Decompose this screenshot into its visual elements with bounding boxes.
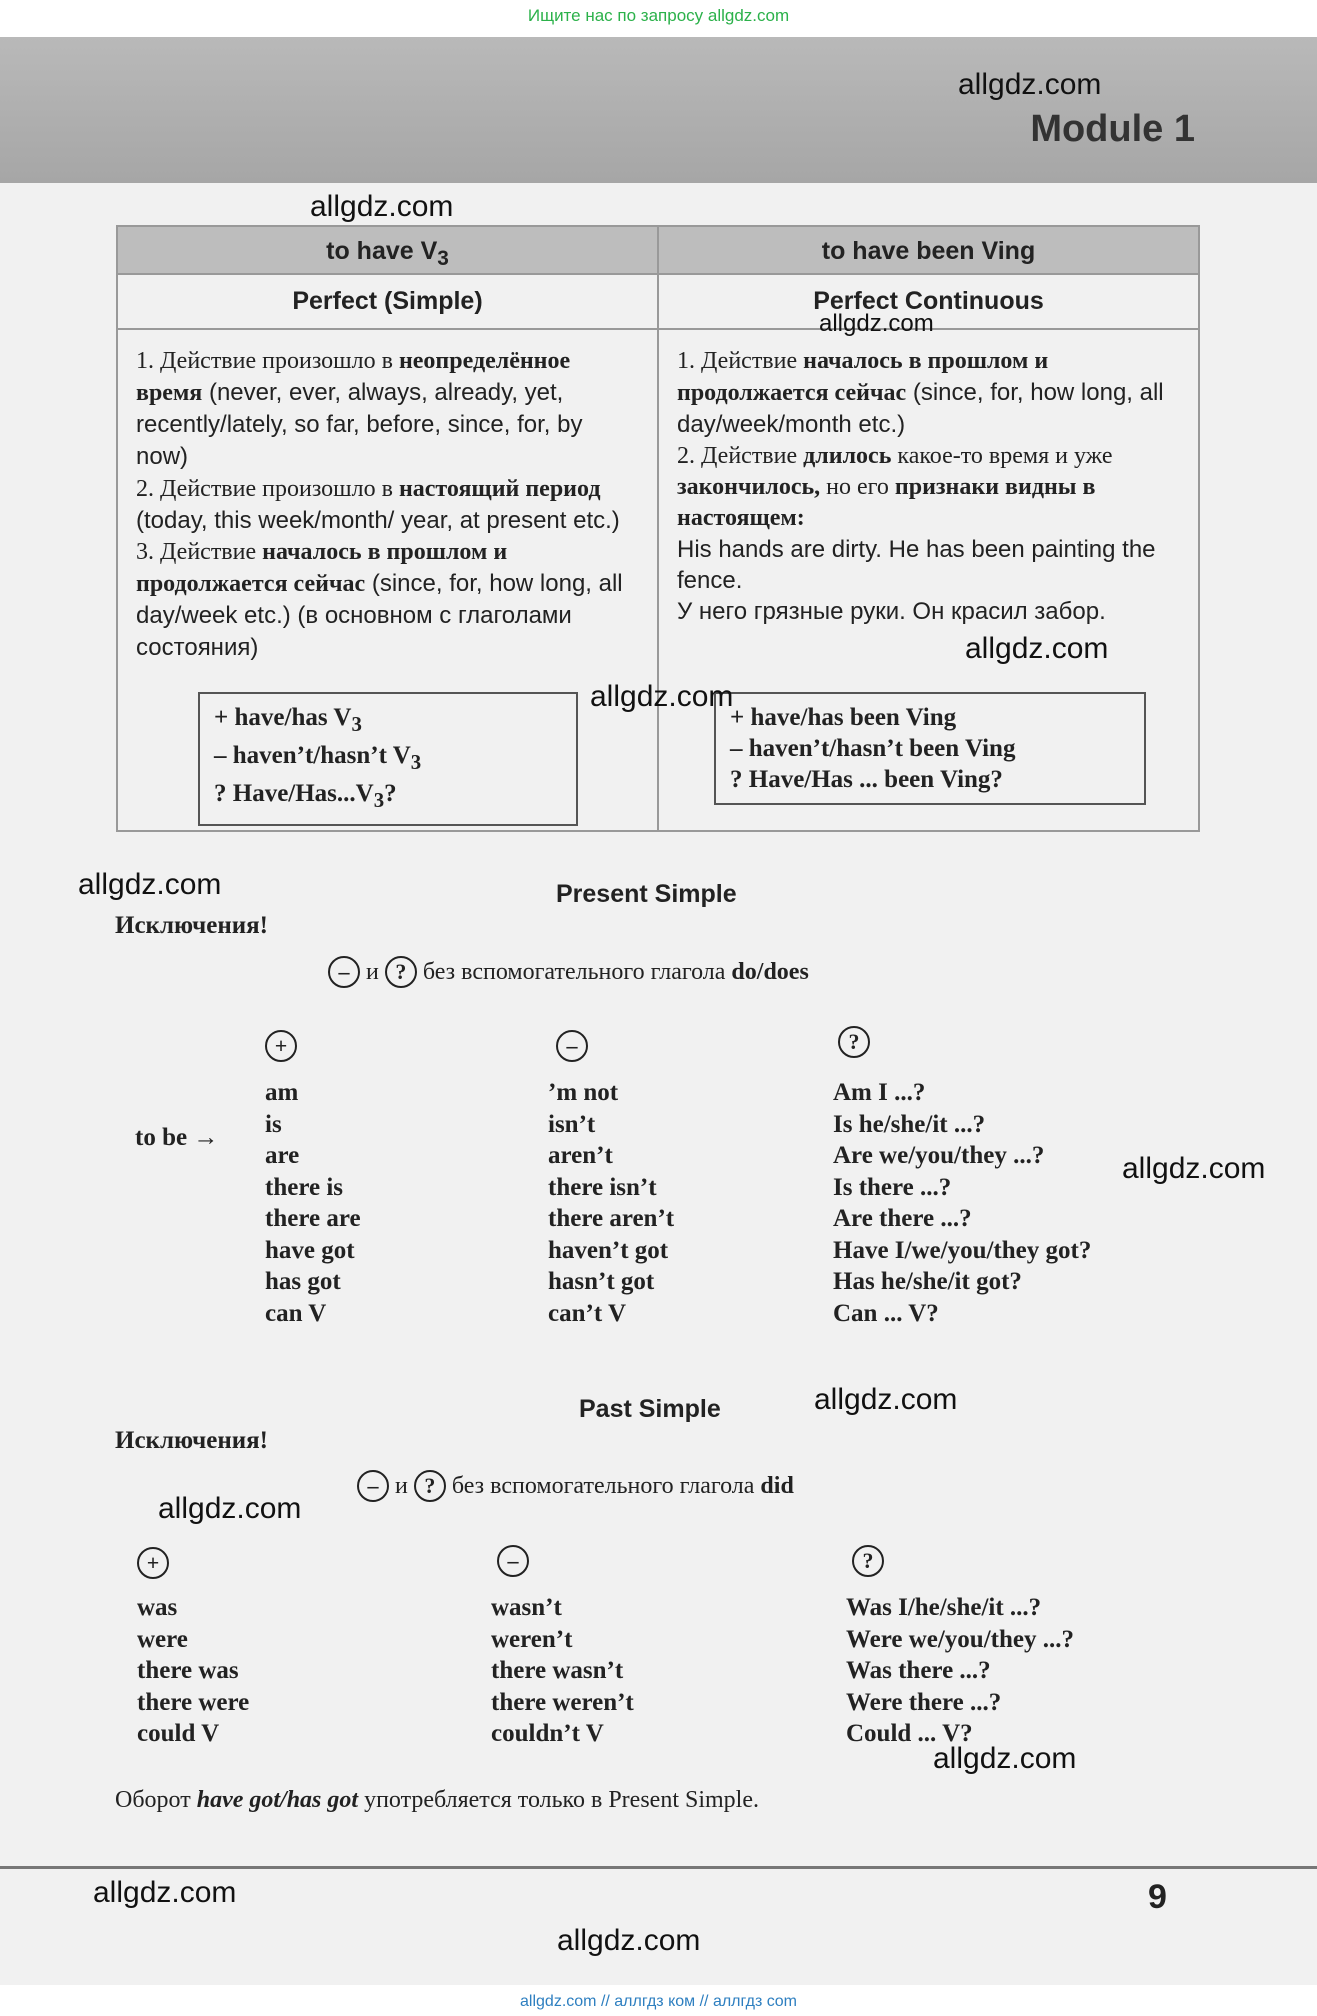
search-hint-link[interactable]: Ищите нас по запросу allgdz.com <box>527 6 790 25</box>
left-header: to have $V_3$ <box>117 226 658 274</box>
watermark: allgdz.com <box>590 680 734 713</box>
question-circle-icon: ? <box>385 956 417 988</box>
watermark: allgdz.com <box>933 1742 1077 1775</box>
watermark: allgdz.com <box>819 310 934 337</box>
question-circle-icon: ? <box>852 1545 884 1577</box>
past-minus-column: wasn’t weren’t there wasn’t there weren’t couldn’t V <box>491 1594 634 1747</box>
question-circle-icon: ? <box>838 1026 870 1058</box>
ps-plus-column: am is are there is there are have got has got can V <box>265 1079 361 1327</box>
minus-circle-icon: – <box>357 1470 389 1502</box>
note: Оборот have got/has got употребляется только в Present Simple. <box>115 1787 759 1813</box>
watermark: allgdz.com <box>158 1492 302 1525</box>
minus-circle-icon: – <box>497 1545 529 1577</box>
minus-circle-icon: – <box>328 956 360 988</box>
past-question-column: Was I/he/she/it ...? Were we/you/they ...? Was there ...? Were there ...? Could ... V? <box>846 1594 1074 1747</box>
right-header: to have been Ving <box>658 226 1199 274</box>
perfect-table <box>116 225 1200 832</box>
plus-circle-icon: + <box>265 1030 297 1062</box>
exceptions-label: Исключения! <box>115 1427 268 1454</box>
right-formula-box: + have/has been Ving – haven’t/hasn’t been Ving ? Have/Has ... been Ving? <box>714 692 1146 805</box>
rule-1: 1. Действие началось в прошлом и продолжается сейчас (since, for, how long, all day/week/month etc.) <box>677 348 1164 438</box>
plus-circle-icon: + <box>137 1547 169 1579</box>
ps-minus-column: ’m not isn’t aren’t there isn’t there aren’t haven’t got hasn’t got can’t V <box>548 1079 675 1327</box>
example-en: His hands are dirty. He has been painting the fence. <box>677 536 1156 594</box>
rule-line: – и ? без вспомогательного глагола do/does <box>328 956 809 988</box>
question-circle-icon: ? <box>414 1470 446 1502</box>
rule-1: 1. Действие произошло в неопределённое время (never, ever, always, already, yet, recently/lately, so far, before, since, for, by now) <box>136 348 583 470</box>
watermark: allgdz.com <box>310 190 454 223</box>
rule-2: 2. Действие произошло в настоящий период (today, this week/month/ year, at present etc.) <box>136 476 620 534</box>
rule-3: 3. Действие началось в прошлом и продолжается сейчас (since, for, how long, all day/week etc.) (в основном с глаголами состояния) <box>136 539 623 661</box>
left-title: Perfect (Simple) <box>117 274 658 329</box>
past-simple-title: Past Simple <box>579 1395 721 1423</box>
left-formula-box: + have/has $V_3$ – haven’t/hasn’t $V_3$ ? Have/$Has...V_3$? <box>198 692 578 826</box>
watermark: allgdz.com <box>814 1383 958 1416</box>
watermark: allgdz.com <box>1122 1152 1266 1185</box>
left-body <box>117 329 658 831</box>
ps-question-column: Am I ...? Is he/she/it ...? Are we/you/they ...? Is there ...? Are there ...? Have I/we/you/they got? Has he/she/it got? Can ... V? <box>833 1079 1092 1327</box>
to-be-label: to be → <box>135 1124 219 1151</box>
present-simple-title: Present Simple <box>556 880 737 908</box>
right-body <box>658 329 1199 831</box>
watermark: allgdz.com <box>78 868 222 901</box>
minus-circle-icon: – <box>556 1030 588 1062</box>
page-number: 9 <box>1148 1878 1167 1916</box>
rule-2: 2. Действие длилось какое-то время и уже закончилось, но его признаки видны в настоящем: <box>677 443 1113 531</box>
footer-links[interactable]: allgdz.com // аллгдз ком // аллгдз com <box>0 1985 1317 2016</box>
watermark: allgdz.com <box>93 1876 237 1909</box>
watermark: allgdz.com <box>557 1924 701 1957</box>
example-ru: У него грязные руки. Он красил забор. <box>677 598 1106 625</box>
exceptions-label: Исключения! <box>115 912 268 939</box>
watermark: allgdz.com <box>958 68 1102 101</box>
right-title: Perfect Continuous <box>658 274 1199 329</box>
watermark: allgdz.com <box>965 632 1109 665</box>
module-title: Module 1 <box>1030 108 1195 150</box>
bottom-divider <box>0 1866 1317 1869</box>
past-plus-column: was were there was there were could V <box>137 1594 250 1747</box>
rule-line: – и ? без вспомогательного глагола did <box>357 1470 794 1502</box>
